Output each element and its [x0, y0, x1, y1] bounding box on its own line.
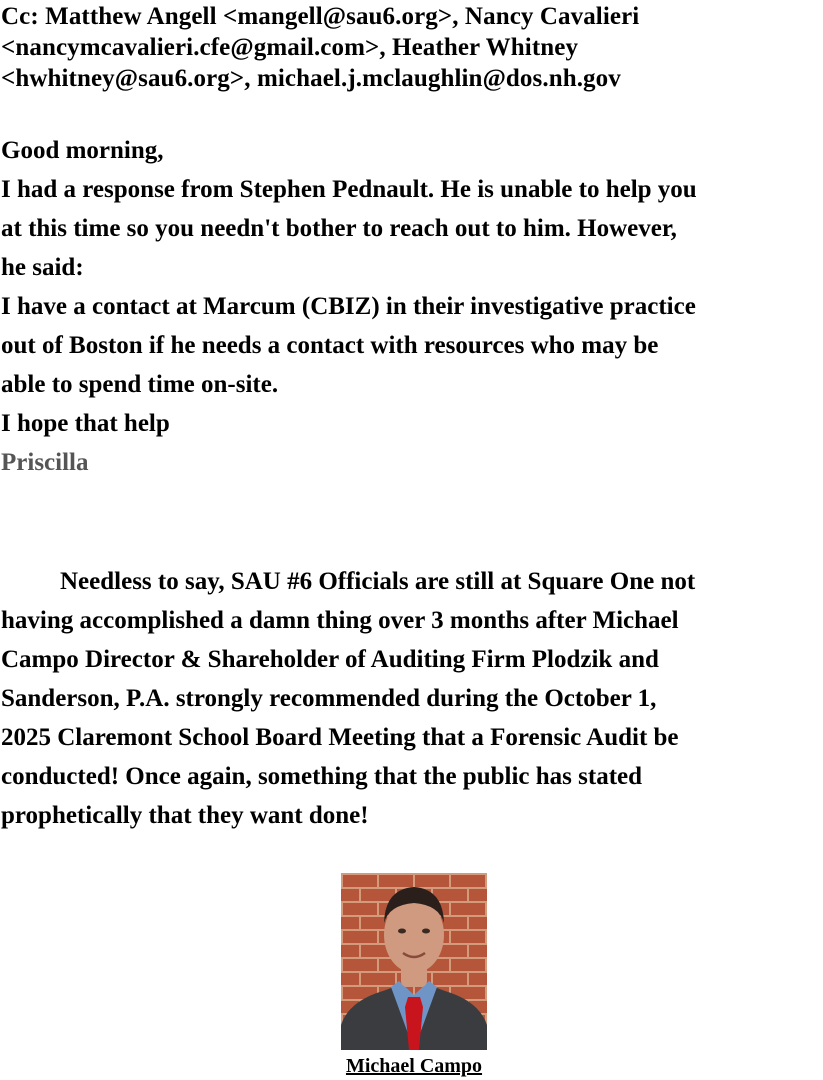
- mortar-joint: [341, 957, 343, 971]
- mortar-joint: [485, 901, 487, 915]
- mortar-joint: [485, 957, 487, 971]
- mortar-joint: [377, 929, 379, 943]
- email-line: out of Boston if he needs a contact with resources who may be: [1, 332, 659, 359]
- commentary-line: prophetically that they want done!: [1, 802, 369, 829]
- mortar-joint: [449, 957, 451, 971]
- mortar-joint: [359, 887, 361, 901]
- commentary-paragraph: [1, 562, 823, 835]
- mortar-joint: [467, 915, 469, 929]
- left-eye: [398, 929, 406, 934]
- mortar-joint: [359, 943, 361, 957]
- mortar-joint: [359, 915, 361, 929]
- portrait-photo: [341, 873, 487, 1050]
- mortar-joint: [359, 971, 361, 985]
- cc-line: Cc: Matthew Angell <mangell@sau6.org>, Nancy Cavalieri: [1, 3, 640, 30]
- email-signature: Priscilla: [1, 449, 89, 476]
- quoted-email-body: [1, 131, 823, 482]
- commentary-line: Campo Director & Shareholder of Auditing Firm Plodzik and: [1, 646, 659, 673]
- email-line: I had a response from Stephen Pednault. He is unable to help you: [1, 176, 697, 203]
- mortar-joint: [449, 929, 451, 943]
- mortar-joint: [377, 901, 379, 915]
- photo-caption: Michael Campo: [345, 1055, 483, 1077]
- mortar-joint: [467, 887, 469, 901]
- commentary-line: 2025 Claremont School Board Meeting that a Forensic Audit be: [1, 724, 679, 751]
- email-line: Good morning,: [1, 137, 164, 164]
- email-line: I hope that help: [1, 410, 170, 437]
- email-line: he said:: [1, 254, 84, 281]
- mortar-joint: [377, 873, 379, 887]
- mortar-joint: [341, 901, 343, 915]
- mortar-joint: [485, 929, 487, 943]
- portrait-illustration: [341, 873, 487, 1050]
- mortar-joint: [413, 873, 415, 887]
- commentary-line: Needless to say, SAU #6 Officials are still at Square One not: [60, 568, 696, 595]
- mortar-joint: [467, 971, 469, 985]
- commentary-line: having accomplished a damn thing over 3 months after Michael: [1, 607, 679, 634]
- mortar-joint: [449, 873, 451, 887]
- mortar-joint: [467, 943, 469, 957]
- mortar-joint: [449, 901, 451, 915]
- cc-line: <nancymcavalieri.cfe@gmail.com>, Heather Whitney: [1, 34, 579, 61]
- email-line: at this time so you needn't bother to reach out to him. However,: [1, 215, 677, 242]
- email-line: I have a contact at Marcum (CBIZ) in their investigative practice: [1, 293, 696, 320]
- cc-recipients: [1, 1, 823, 94]
- cc-line: <hwhitney@sau6.org>, michael.j.mclaughlin@dos.nh.gov: [1, 65, 621, 92]
- commentary-line: Sanderson, P.A. strongly recommended during the October 1,: [1, 685, 657, 712]
- mortar-joint: [341, 985, 343, 999]
- right-eye: [422, 929, 430, 934]
- mortar-joint: [341, 873, 343, 887]
- mortar-joint: [377, 957, 379, 971]
- mortar-joint: [341, 929, 343, 943]
- mortar-joint: [485, 873, 487, 887]
- email-line: able to spend time on-site.: [1, 371, 279, 398]
- commentary-line: conducted! Once again, something that the public has stated: [1, 763, 643, 790]
- mortar-joint: [485, 985, 487, 999]
